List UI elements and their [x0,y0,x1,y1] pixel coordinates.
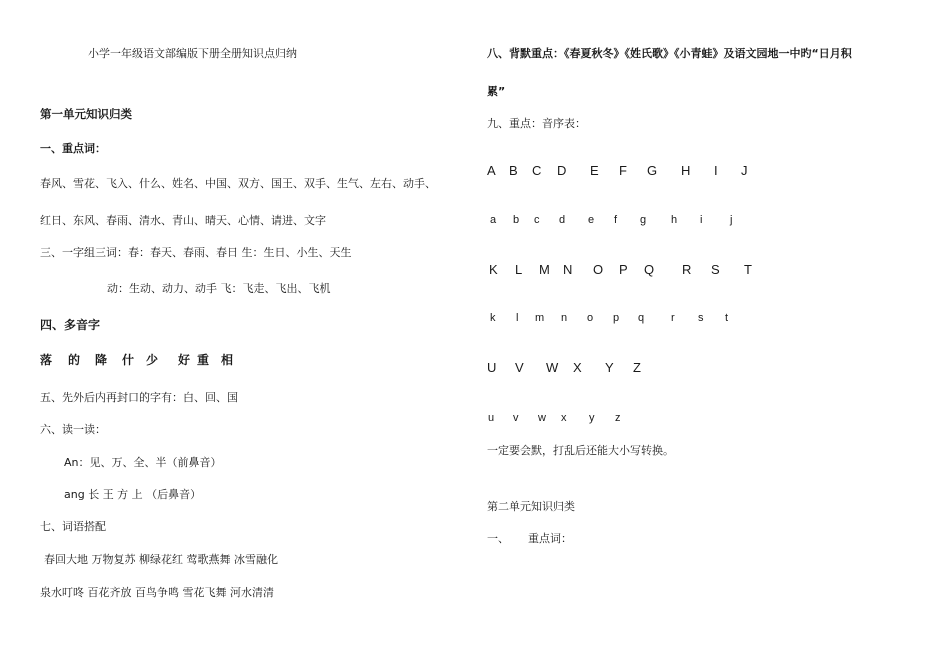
letter: k [490,312,496,324]
letter: X [573,360,582,375]
letter: U [487,360,497,375]
section1-heading: 一、重点词： [40,142,106,155]
letter: i [700,214,703,226]
letter: y [589,412,595,424]
letter: g [640,214,647,226]
letter: P [619,262,628,277]
section8-line1: 八、背默重点：《春夏秋冬》《姓氏歌》《小青蛙》及语文园地一中旳“日月积 [487,47,852,60]
section6-heading: 六、读一读： [40,423,106,436]
section7-heading: 七、词语搭配 [40,520,106,533]
letter: w [538,412,546,424]
letter: L [515,262,523,277]
unit2-section1-label: 重点词： [528,532,572,545]
polyphonic-char: 的 [68,353,81,367]
letter: J [741,163,748,178]
letter: r [671,312,675,324]
letter: N [563,262,573,277]
section7-line1: 春回大地 万物复苏 柳绿花红 莺歌燕舞 冰雪融化 [44,553,278,566]
letter: A [487,163,496,178]
letter: W [546,360,559,375]
polyphonic-char: 降 [95,353,108,367]
letter: Y [605,360,614,375]
letter: o [587,312,594,324]
section4-heading: 四、多音字 [40,318,101,332]
section3-line2: 动：生动、动力、动手 飞：飞走、飞出、飞机 [107,282,331,295]
letter: G [647,163,658,178]
unit2-section1-number: 一、 [487,532,509,545]
letter: s [698,312,704,324]
letter: K [489,262,498,277]
document-title: 小学一年级语文部编版下册全册知识点归纳 [88,47,297,60]
polyphonic-char: 什 [122,353,135,367]
letter: Z [633,360,641,375]
letter: F [619,163,627,178]
polyphonic-char: 好 [178,353,191,367]
polyphonic-char: 少 [146,353,159,367]
letter: d [559,214,566,226]
letter: H [681,163,691,178]
polyphonic-char: 落 [40,353,53,367]
letter: E [590,163,599,178]
letter: B [509,163,518,178]
letter: b [513,214,520,226]
section5-line: 五、先外后内再封口的字有：白、回、国 [40,391,238,404]
letter: I [714,163,718,178]
polyphonic-char: 重 [197,353,210,367]
letter: j [730,214,733,226]
section3-line1: 三、一字组三词：春：春天、春雨、春日 生：生日、小生、天生 [40,246,352,259]
letter: C [532,163,542,178]
letter: e [588,214,595,226]
letter: u [488,412,495,424]
section9-heading: 九、重点：音序表： [487,117,586,130]
section1-words-line1: 春风、雪花、飞入、什么、姓名、中国、双方、国王、双手、生气、左右、动手、 [40,177,436,190]
letter: q [638,312,645,324]
letter: t [725,312,729,324]
unit1-heading: 第一单元知识归类 [40,107,132,121]
letter: O [593,262,604,277]
unit2-heading: 第二单元知识归类 [487,500,575,513]
letter: c [534,214,540,226]
letter: x [561,412,567,424]
section8-line2: 累” [487,85,506,98]
letter: l [516,312,519,324]
letter: R [682,262,692,277]
polyphonic-char: 相 [221,353,234,367]
letter: a [490,214,497,226]
section7-line2: 泉水叮咚 百花齐放 百鸟争鸣 雪花飞舞 河水清清 [40,586,274,599]
section6-ang-line: ang 长 王 方 上 （后鼻音） [64,488,202,501]
letter: Q [644,262,655,277]
letter: T [744,262,752,277]
letter: n [561,312,568,324]
letter: v [513,412,519,424]
letter: f [614,214,618,226]
memorize-note: 一定要会默，打乱后还能大小写转换。 [487,444,674,457]
letter: z [615,412,621,424]
section6-an-line: An：见、万、全、半（前鼻音） [64,456,222,469]
letter: D [557,163,567,178]
letter: V [515,360,524,375]
letter: p [613,312,620,324]
letter: S [711,262,720,277]
letter: M [539,262,550,277]
section1-words-line2: 红日、东风、春雨、清水、青山、晴天、心情、请进、文字 [40,214,326,227]
letter: h [671,214,678,226]
letter: m [535,312,545,324]
